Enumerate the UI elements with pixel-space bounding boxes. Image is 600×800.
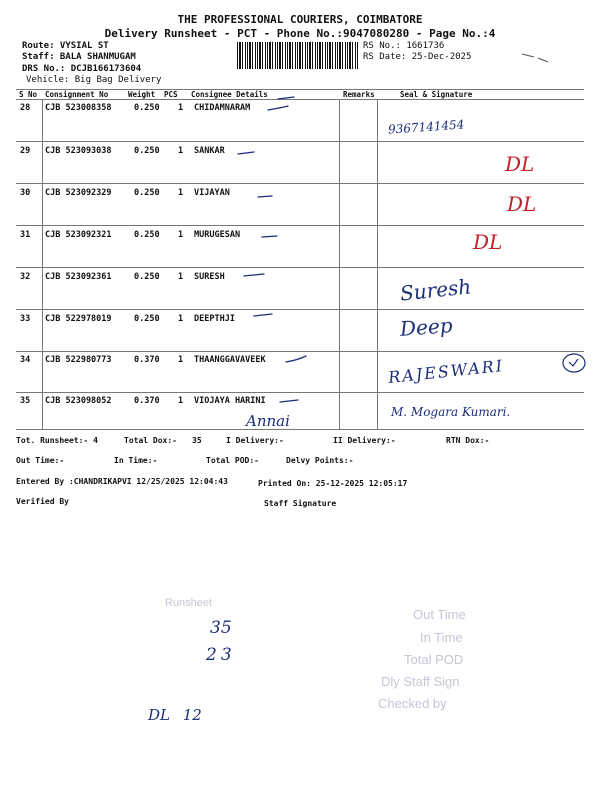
row-weight: 0.250 (134, 272, 160, 282)
bleed-out-time: Out Time (413, 607, 466, 622)
in-time-label: In Time:- (114, 456, 158, 465)
row-pcs: 1 (178, 146, 184, 156)
drs-label: DRS No.: DCJB166173604 (22, 64, 142, 74)
printed-on: Printed On: 25-12-2025 12:05:17 (258, 479, 408, 488)
row-sno: 30 (20, 188, 31, 198)
row-pcs: 1 (178, 396, 184, 406)
handwritten-count-23: 23 (206, 645, 236, 665)
verified-by: Verified By (16, 497, 69, 506)
row-consignment: CJB 523008358 (45, 103, 112, 113)
row-weight: 0.250 (134, 103, 160, 113)
row-consignment: CJB 523092321 (45, 230, 112, 240)
col-sno: S No (19, 90, 38, 99)
bleed-total-pod: Total POD (404, 652, 464, 667)
row-consignment: CJB 523092329 (45, 188, 112, 198)
row-consignment: CJB 522978019 (45, 314, 112, 324)
row-consignee: MURUGESAN (194, 230, 241, 240)
row-consignee: VIOJAYA HARINI (194, 396, 266, 406)
row-sno: 29 (20, 146, 31, 156)
row-weight: 0.370 (134, 355, 160, 365)
row-consignee: THAANGGAVAVEEK (194, 355, 266, 365)
row-consignment: CJB 522980773 (45, 355, 112, 365)
col-pcs: PCS (164, 90, 178, 99)
col-remarks: Remarks (343, 90, 375, 99)
delvy-points-label: Delvy Points:- (286, 456, 354, 465)
row35-signature: M. Mogara Kumari. (391, 405, 511, 419)
bleed-dly-staff-sign: Dly Staff Sign (381, 674, 460, 689)
bleed-in-time: In Time (420, 630, 463, 645)
row-weight: 0.370 (134, 396, 160, 406)
runsheet-subtitle: Delivery Runsheet - PCT - Phone No.:9047080280 - Page No.:4 (104, 27, 496, 40)
row-consignee: SURESH (194, 272, 225, 282)
row-consignee: CHIDAMNARAM (194, 103, 251, 113)
rs-date: RS Date: 25-Dec-2025 (363, 52, 472, 62)
vehicle-label: Vehicle: Big Bag Delivery (26, 75, 162, 85)
col-weight: Weight (128, 90, 156, 99)
total-dox-value: 35 (192, 436, 202, 445)
row-pcs: 1 (178, 272, 184, 282)
row32-signature: Suresh (398, 274, 473, 306)
tick-circle-icon (561, 352, 587, 374)
staff-label: Staff: BALA SHANMUGAM (22, 52, 136, 62)
row35-name-handwriting: Annai (246, 412, 290, 430)
company-title: THE PROFESSIONAL COURIERS, COIMBATORE (177, 13, 423, 26)
row-weight: 0.250 (134, 188, 160, 198)
route-label: Route: VYSIAL ST (22, 41, 109, 51)
row-consignee: SANKAR (194, 146, 225, 156)
row30-dl-mark: DL (507, 192, 537, 216)
i-delivery-label: I Delivery:- (226, 436, 284, 445)
row-sno: 33 (20, 314, 31, 324)
row-consignee: VIJAYAN (194, 188, 230, 198)
handwritten-dl-12: DL 12 (148, 706, 202, 724)
row-pcs: 1 (178, 188, 184, 198)
bleed-runsheet: Runsheet (165, 597, 213, 609)
row-sno: 35 (20, 396, 31, 406)
entered-by: Entered By :CHANDRIKAPVI 12/25/2025 12:04:43 (16, 477, 228, 486)
out-time-label: Out Time:- (16, 456, 65, 465)
total-pod-label: Total POD:- (206, 456, 259, 465)
row33-signature: Deep (399, 313, 454, 341)
total-runsheet: Tot. Runsheet:- 4 (16, 436, 98, 445)
rs-number: RS No.: 1661736 (363, 41, 445, 51)
row-weight: 0.250 (134, 146, 160, 156)
row-consignee: DEEPTHJI (194, 314, 235, 324)
handwritten-count-35: 35 (210, 618, 232, 638)
total-dox-label: Total Dox:- (124, 436, 177, 445)
row29-dl-mark: DL (505, 152, 535, 176)
rtn-dox-label: RTN Dox:- (446, 436, 490, 445)
row-sno: 31 (20, 230, 31, 240)
row-weight: 0.250 (134, 314, 160, 324)
ii-delivery-label: II Delivery:- (333, 436, 396, 445)
row-pcs: 1 (178, 103, 184, 113)
row-pcs: 1 (178, 355, 184, 365)
row-pcs: 1 (178, 230, 184, 240)
row-pcs: 1 (178, 314, 184, 324)
row-weight: 0.250 (134, 230, 160, 240)
row-consignment: CJB 523098052 (45, 396, 112, 406)
row-sno: 28 (20, 103, 31, 113)
col-seal-signature: Seal & Signature (400, 90, 473, 99)
col-consignment: Consignment No (45, 90, 109, 99)
row28-phone-handwriting: 9367141454 (387, 117, 465, 137)
row-consignment: CJB 523093038 (45, 146, 112, 156)
row-sno: 32 (20, 272, 31, 282)
bleed-checked-by: Checked by (378, 696, 447, 711)
row-sno: 34 (20, 355, 31, 365)
row-consignment: CJB 523092361 (45, 272, 112, 282)
col-consignee: Consignee Details (191, 90, 268, 99)
row34-signature: RAJESWARI (387, 355, 505, 388)
row31-dl-mark: DL (473, 230, 503, 254)
staff-signature: Staff Signature (264, 499, 337, 508)
